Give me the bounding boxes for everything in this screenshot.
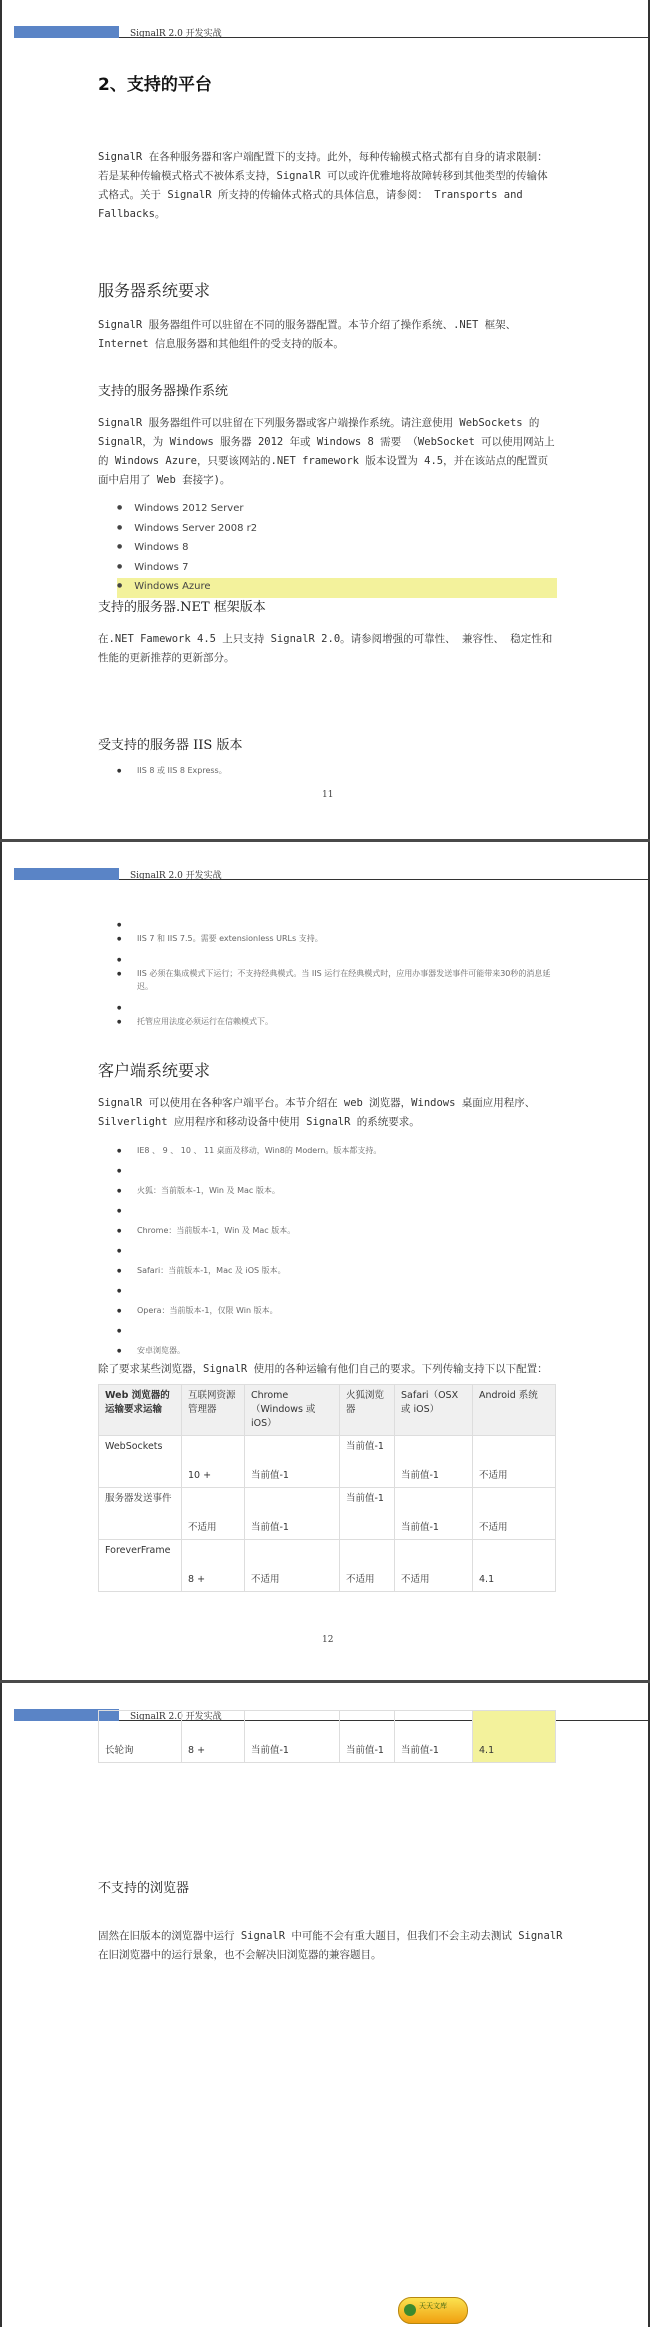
table-cell: 服务器发送事件: [99, 1488, 182, 1540]
section-title: 2、支持的平台: [98, 75, 212, 95]
header-bar: [14, 26, 119, 38]
os-paragraph: SignalR 服务器组件可以驻留在下列服务器或客户端操作系统。请注意使用 WebSockets 的 SignalR，为 Windows 服务器 2012 年或 Windows 8 需要 （WebSocket 可以使用网站上的 Windows Azure，只要该网站的.NET framework 版本设置为 4.5，并在该站点的配置页面中启用了 Web 套接字)。: [98, 417, 555, 486]
table-cell: 8 +: [182, 1540, 245, 1592]
list-item: ● Safari：当前版本-1，Mac 及 iOS 版本。: [117, 1264, 557, 1277]
transport-table: [98, 1384, 556, 1592]
transport-table-continued: [98, 1710, 556, 1763]
net-paragraph: 在.NET Famework 4.5 上只支持 SignalR 2.0。请参阅增强的可靠性、 兼容性、 稳定性和性能的更新推荐的更新部分。: [98, 633, 553, 664]
list-item: [117, 1204, 557, 1217]
page-1: [0, 0, 650, 842]
intro-paragraph: SignalR 在各种服务器和客户端配置下的支持。此外，每种传输模式格式都有自身的请求限制：若是某种传输模式格式不被体系支持，SignalR 可以或许优雅地将故障转移到其他类型的传输体式格式。关于 SignalR 所支持的传输体式格式的具体信息，请参阅： Transports and Fallbacks。: [98, 151, 548, 220]
server-req-heading: 服务器系统要求: [98, 281, 211, 300]
table-header-cell: Web 浏览器的运输要求运输: [99, 1385, 182, 1436]
table-cell: 当前值-1: [395, 1488, 473, 1540]
logo-text: 天天文库: [419, 2302, 447, 2310]
table-cell: 当前值-1: [395, 1711, 473, 1763]
client-req-heading: 客户端系统要求: [98, 1061, 211, 1080]
table-cell: 不适用: [245, 1540, 340, 1592]
server-req-paragraph: SignalR 服务器组件可以驻留在不同的服务器配置。本节介绍了操作系统、.NET 框架、Internet 信息服务器和其他组件的受支持的版本。: [98, 319, 517, 350]
list-item: ● IE8 、 9 、 10 、 11 桌面及移动，Win8的 Modern。版本都支持。: [117, 1144, 557, 1157]
list-item-highlighted: ● Windows Azure: [117, 578, 557, 598]
table-cell: 当前值-1: [340, 1488, 395, 1540]
table-cell: 4.1: [473, 1540, 556, 1592]
list-item: ● 火狐：当前版本-1，Win 及 Mac 版本。: [117, 1184, 557, 1197]
table-cell: 当前值-1: [245, 1711, 340, 1763]
list-item: [117, 1284, 557, 1297]
unsupported-heading: 不支持的浏览器: [98, 1881, 190, 1896]
table-row: [99, 1540, 556, 1592]
list-item: [117, 1324, 557, 1337]
table-cell: 当前值-1: [340, 1436, 395, 1488]
list-item: ● Windows 2012 Server: [117, 500, 557, 520]
list-item: ● Windows 7: [117, 559, 557, 579]
list-item: ● Opera：当前版本-1，仅限 Win 版本。: [117, 1304, 557, 1317]
table-row: [99, 1488, 556, 1540]
list-item: ● 托管应用法度必须运行在信赖模式下。: [117, 1015, 557, 1028]
iis-list-continued: [117, 918, 557, 1028]
table-cell: WebSockets: [99, 1436, 182, 1488]
table-cell: 8 +: [182, 1711, 245, 1763]
table-header-cell: Chrome（Windows 或 iOS）: [245, 1385, 340, 1436]
table-cell: 当前值-1: [395, 1436, 473, 1488]
table-header-row: [99, 1385, 556, 1436]
page-3: [0, 1683, 650, 2327]
list-item: [117, 1001, 557, 1015]
list-item: ● 安卓浏览器。: [117, 1344, 557, 1357]
table-cell: 当前值-1: [340, 1711, 395, 1763]
table-header-cell: 火狐浏览器: [340, 1385, 395, 1436]
table-cell: 不适用: [182, 1488, 245, 1540]
table-cell: ForeverFrame: [99, 1540, 182, 1592]
table-cell: 10 +: [182, 1436, 245, 1488]
page-number: 11: [322, 790, 334, 800]
logo-icon: [404, 2304, 416, 2316]
table-cell: 长轮询: [99, 1711, 182, 1763]
list-item: [117, 953, 557, 967]
table-cell: 不适用: [473, 1488, 556, 1540]
header-title: SignalR 2.0 开发实战: [130, 29, 222, 39]
table-header-cell: Safari（OSX 或 iOS）: [395, 1385, 473, 1436]
page-2: [0, 842, 650, 1683]
table-header-cell: Android 系统: [473, 1385, 556, 1436]
list-item: ● IIS 8 或 IIS 8 Express。: [117, 764, 227, 777]
table-cell: 不适用: [395, 1540, 473, 1592]
unsupported-paragraph: 固然在旧版本的浏览器中运行 SignalR 中可能不会有重大题目，但我们不会主动去测试 SignalR 在旧浏览器中的运行景象，也不会解决旧浏览器的兼容题目。: [98, 1930, 563, 1961]
table-row: [99, 1436, 556, 1488]
client-req-paragraph: SignalR 可以使用在各种客户端平台。本节介绍在 web 浏览器，Windows 桌面应用程序、Silverlight 应用程序和移动设备中使用 SignalR 的系统要求。: [98, 1097, 536, 1128]
list-item: [117, 918, 557, 932]
list-item: [117, 1244, 557, 1257]
header-bar: [14, 868, 119, 880]
table-cell: 不适用: [340, 1540, 395, 1592]
list-item: ● Chrome：当前版本-1，Win 及 Mac 版本。: [117, 1224, 557, 1237]
header-title: SignalR 2.0 开发实战: [130, 871, 222, 881]
os-list: [117, 500, 557, 598]
list-item: [117, 1164, 557, 1177]
os-heading: 支持的服务器操作系统: [98, 384, 229, 399]
list-item: ● Windows 8: [117, 539, 557, 559]
table-cell: 当前值-1: [245, 1436, 340, 1488]
table-cell: 不适用: [473, 1436, 556, 1488]
net-heading: 支持的服务器.NET 框架版本: [98, 600, 266, 615]
list-item: ● IIS 必须在集成模式下运行；不支持经典模式。当 IIS 运行在经典模式时，应用办事器发送事件可能带来30秒的消息延迟。: [117, 967, 557, 993]
list-item: ● Windows Server 2008 r2: [117, 520, 557, 540]
browser-list: [117, 1144, 557, 1357]
page-number: 12: [322, 1635, 334, 1645]
table-cell: 当前值-1: [245, 1488, 340, 1540]
watermark-logo: [398, 2297, 468, 2324]
list-item: ● IIS 7 和 IIS 7.5。需要 extensionless URLs 支持。: [117, 932, 557, 945]
iis-list: [117, 764, 227, 777]
table-header-cell: 互联网资源管理器: [182, 1385, 245, 1436]
header-title: SignalR 2.0 开发实战: [130, 1712, 222, 1722]
table-cell-highlighted: 4.1: [473, 1711, 556, 1763]
iis-heading: 受支持的服务器 IIS 版本: [98, 738, 243, 753]
table-intro: 除了要求某些浏览器，SignalR 使用的各种运输有他们自己的要求。下列传输支持下以下配置：: [98, 1363, 548, 1375]
table-row: [99, 1711, 556, 1763]
